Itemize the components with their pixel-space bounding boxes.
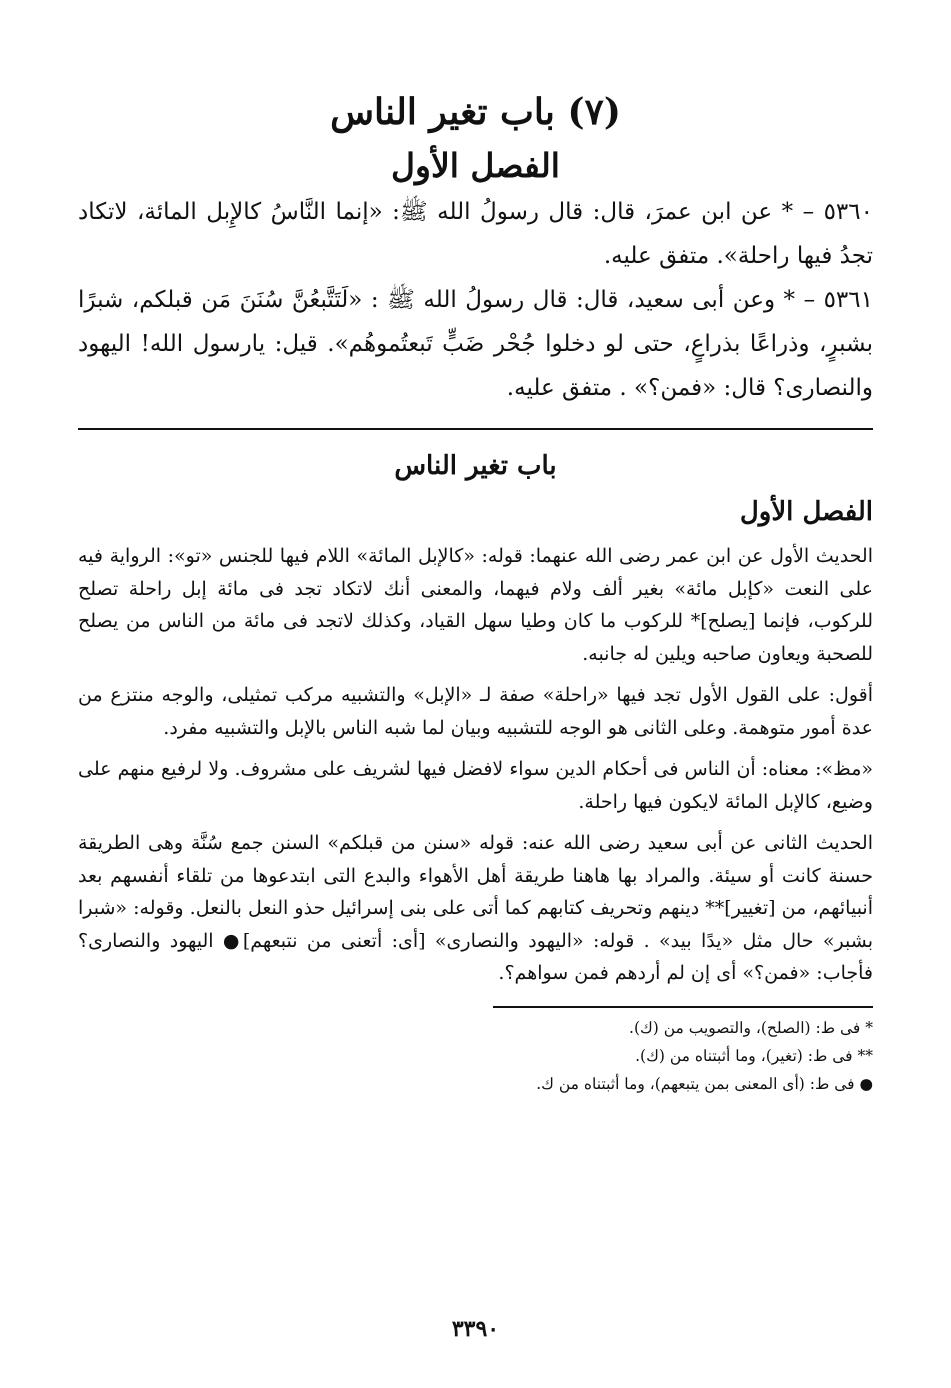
divider — [78, 428, 873, 430]
footnotes — [78, 1014, 873, 1098]
footnote-rule — [493, 1006, 873, 1008]
section-title: الفصل الأول — [391, 146, 560, 185]
page-number: ٣٣٩٠ — [451, 1316, 500, 1342]
commentary-paragraph: الحديث الثانى عن أبى سعيد رضى الله عنه: قوله «سنن من قبلكم» السنن جمع سُنَّة وهى الطريقة حسنة كانت أو سيئة. والمراد بها هاهنا طريقة أهل الأهواء والبدع التى ابتدعوها من تلقاء أنفسهم بعد أنبيائهم، من [تغيير]** دينهم وتحريف كتابهم كما أتى على بنى إسرائيل حذو النعل بالنعل. وقوله: «شبرا بشبر» حال مثل «يدًا بيد» . قوله: «اليهود والنصارى» [أى: أتعنى من نتبعهم]● اليهود والنصارى؟ فأجاب: «فمن؟» أى إن لم أردهم فمن سواهم؟. — [78, 832, 873, 984]
commentary-title: باب تغير الناس — [394, 451, 557, 481]
commentary — [78, 540, 873, 990]
footnote: ** فى ط: (تغير)، وما أثبتناه من (ك). — [635, 1046, 873, 1065]
commentary-paragraph: الحديث الأول عن ابن عمر رضى الله عنهما: قوله: «كالإبل المائة» اللام فيها للجنس «تو»: الرواية فيه على النعت «كإبل مائة» بغير ألف ولام فيهما، والمعنى أنك لاتكاد تجد فى مائة إبل راحلة تصلح للركوب، فإنما [يصلح]* للركوب ما كان وطيا سهل القياد، وكذلك لاتجد فى مائة من الناس من يصلح للصحبة ويعاون صاحبه ويلين له جانبه. — [78, 545, 873, 665]
commentary-paragraph: أقول: على القول الأول تجد فيها «راحلة» صفة لـ «الإبل» والتشبيه مركب تمثيلى، والوجه منتزع من عدة أمور متوهمة. وعلى الثانى هو الوجه للتشبيه وبيان لما شبه الناس بالإبل والتشبيه مفرد. — [78, 684, 873, 739]
commentary-section-title: الفصل الأول — [739, 497, 873, 527]
hadith-5360: ٥٣٦٠ – * عن ابن عمرَ، قال: قال رسولُ الله ﷺ: «إنما النَّاسُ كالإِبل المائة، لاتكاد تجدُ فيها راحلة». متفق عليه. — [78, 199, 873, 269]
chapter-title: (٧) باب تغير الناس — [330, 91, 621, 133]
footnote: ● فى ط: (أى المعنى بمن يتبعهم)، وما أثبتناه من ك. — [536, 1074, 873, 1093]
hadith-block — [78, 190, 873, 410]
commentary-paragraph: «مظ»: معناه: أن الناس فى أحكام الدين سواء لافضل فيها لشريف على مشروف. ولا لرفيع منهم على وضيع، كالإبل المائة لايكون فيها راحلة. — [78, 758, 873, 813]
footnote: * فى ط: (الصلح)، والتصويب من (ك). — [629, 1018, 873, 1037]
hadith-5361: ٥٣٦١ – * وعن أبى سعيد، قال: قال رسولُ الله ﷺ : «لَتَتَّبعُنَّ سُنَنَ مَن قبلكم، شبرًا بشبرٍ، وذراعًا بذراعٍ، حتى لو دخلوا جُحْر ضَبٍّ تَبعتُموهُم». قيل: يارسول الله! اليهود والنصارى؟ قال: «فمن؟» . متفق عليه. — [78, 287, 873, 401]
